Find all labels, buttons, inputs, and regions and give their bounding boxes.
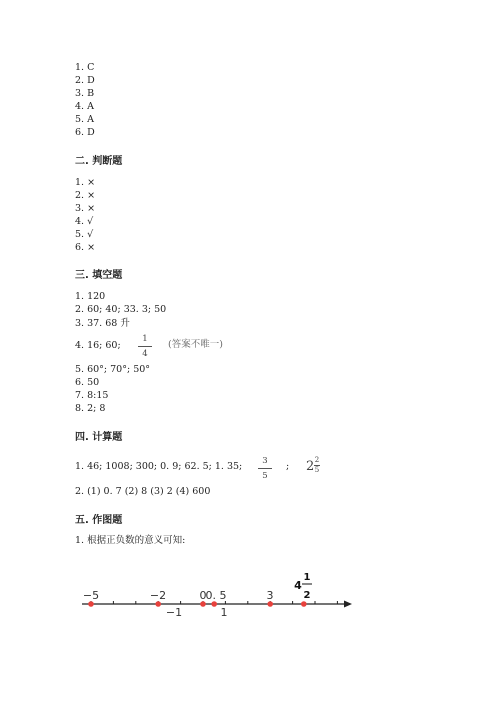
judgement-3: 3. ×	[75, 203, 96, 214]
fill-7: 7. 8:15	[75, 390, 109, 401]
answer-2: 2. D	[75, 75, 95, 86]
fill-4-prefix: 4. 16; 60;	[75, 340, 121, 351]
mixed-label-numerator: 1	[303, 572, 311, 583]
label-minus-2: −2	[149, 589, 167, 602]
mixed-label-whole: 4	[294, 579, 302, 592]
judgement-1: 1. ×	[75, 177, 96, 188]
fill-3: 3. 37. 68 升	[75, 318, 130, 329]
calc-1-prefix: 1. 46; 1008; 300; 0. 9; 62. 5; 1. 35;	[75, 461, 243, 472]
fill-8: 8. 2; 8	[75, 403, 106, 414]
mixed-denominator: 5	[314, 466, 320, 474]
label-0-5: 0. 5	[205, 589, 227, 602]
label-minus-5: −5	[82, 589, 100, 602]
fraction-denominator: 5	[262, 471, 268, 481]
number-line-point	[301, 601, 307, 607]
number-line-point	[88, 601, 94, 607]
judgement-5: 5. √	[75, 229, 94, 240]
section-heading-draw: 五. 作图题	[75, 515, 123, 526]
answer-6: 6. D	[75, 127, 95, 138]
fill-2: 2. 60; 40; 33. 3; 50	[75, 304, 167, 315]
fill-5: 5. 60°; 70°; 50°	[75, 364, 151, 375]
draw-1: 1. 根据正负数的意义可知:	[75, 535, 186, 546]
answer-1: 1. C	[75, 62, 95, 73]
label-3: 3	[266, 589, 274, 602]
number-line-point	[267, 601, 273, 607]
fraction-numerator: 3	[262, 456, 268, 466]
number-line-point	[200, 601, 206, 607]
number-line-point	[211, 601, 217, 607]
mixed-whole: 2	[306, 459, 315, 474]
judgement-6: 6. ×	[75, 242, 96, 253]
answer-5: 5. A	[75, 114, 94, 125]
section-heading-fill: 三. 填空题	[75, 270, 123, 281]
fill-4-note: (答案不唯一)	[168, 339, 223, 350]
judgement-4: 4. √	[75, 216, 94, 227]
number-line-arrow	[344, 601, 352, 608]
calc-2: 2. (1) 0. 7 (2) 8 (3) 2 (4) 600	[75, 486, 211, 497]
judgement-2: 2. ×	[75, 190, 96, 201]
section-heading-judgement: 二. 判断题	[75, 156, 123, 167]
section-heading-calc: 四. 计算题	[75, 432, 123, 443]
mixed-label-denominator: 2	[303, 590, 311, 601]
label-0: 0	[199, 589, 207, 602]
label-4-and-a-half	[294, 572, 312, 601]
answer-3: 3. B	[75, 88, 95, 99]
calc-1-separator: ;	[286, 461, 290, 472]
fill-1: 1. 120	[75, 291, 106, 302]
label-minus-1: −1	[165, 606, 183, 619]
fraction-numerator: 1	[142, 334, 148, 344]
label-1: 1	[220, 606, 228, 619]
answer-4: 4. A	[75, 101, 94, 112]
number-line-point	[155, 601, 161, 607]
mixed-numerator: 2	[314, 456, 320, 464]
fill-6: 6. 50	[75, 377, 100, 388]
fraction-denominator: 4	[142, 349, 148, 359]
